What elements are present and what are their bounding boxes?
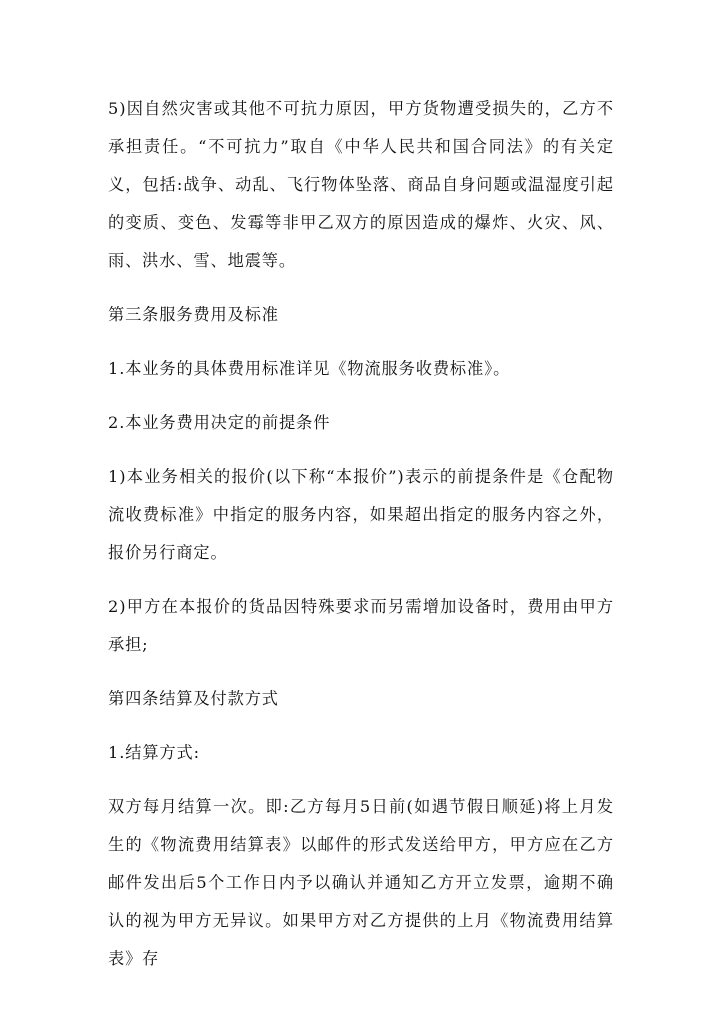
item-1-settlement-method: 1.结算方式: — [108, 743, 200, 762]
subitem-2-extra-equipment: 2)甲方在本报价的货品因特殊要求而另需增加设备时，费用由甲方承担; — [108, 597, 614, 654]
article-3-heading: 第三条服务费用及标准 — [108, 305, 279, 324]
clause-5-force-majeure: 5)因自然灾害或其他不可抗力原因，甲方货物遭受损失的，乙方不承担责任。“不可抗力”取自《中华人民共和国合同法》的有关定义，包括:战争、动乱、飞行物体坠落、商品自身问题或温湿度引起的变质、变色、发霉等非甲乙双方的原因造成的爆炸、火灾、风、雨、洪水、雪、地震等。 — [108, 99, 614, 270]
settlement-details: 双方每月结算一次。即:乙方每月5日前(如遇节假日顺延)将上月发生的《物流费用结算表》以邮件的形式发送给甲方，甲方应在乙方邮件发出后5个工作日内予以确认并通知乙方开立发票，逾期不确认的视为甲方无异议。如果甲方对乙方提供的上月《物流费用结算表》存 — [108, 797, 614, 968]
subitem-1-quote-premise: 1)本业务相关的报价(以下称“本报价”)表示的前提条件是《仓配物流收费标准》中指定的服务内容，如果超出指定的服务内容之外，报价另行商定。 — [108, 467, 614, 562]
document-page — [108, 90, 614, 994]
item-2-fee-preconditions: 2.本业务费用决定的前提条件 — [108, 413, 331, 432]
article-4-heading: 第四条结算及付款方式 — [108, 689, 279, 708]
item-1-fee-standard: 1.本业务的具体费用标准详见《物流服务收费标准》。 — [108, 359, 511, 378]
